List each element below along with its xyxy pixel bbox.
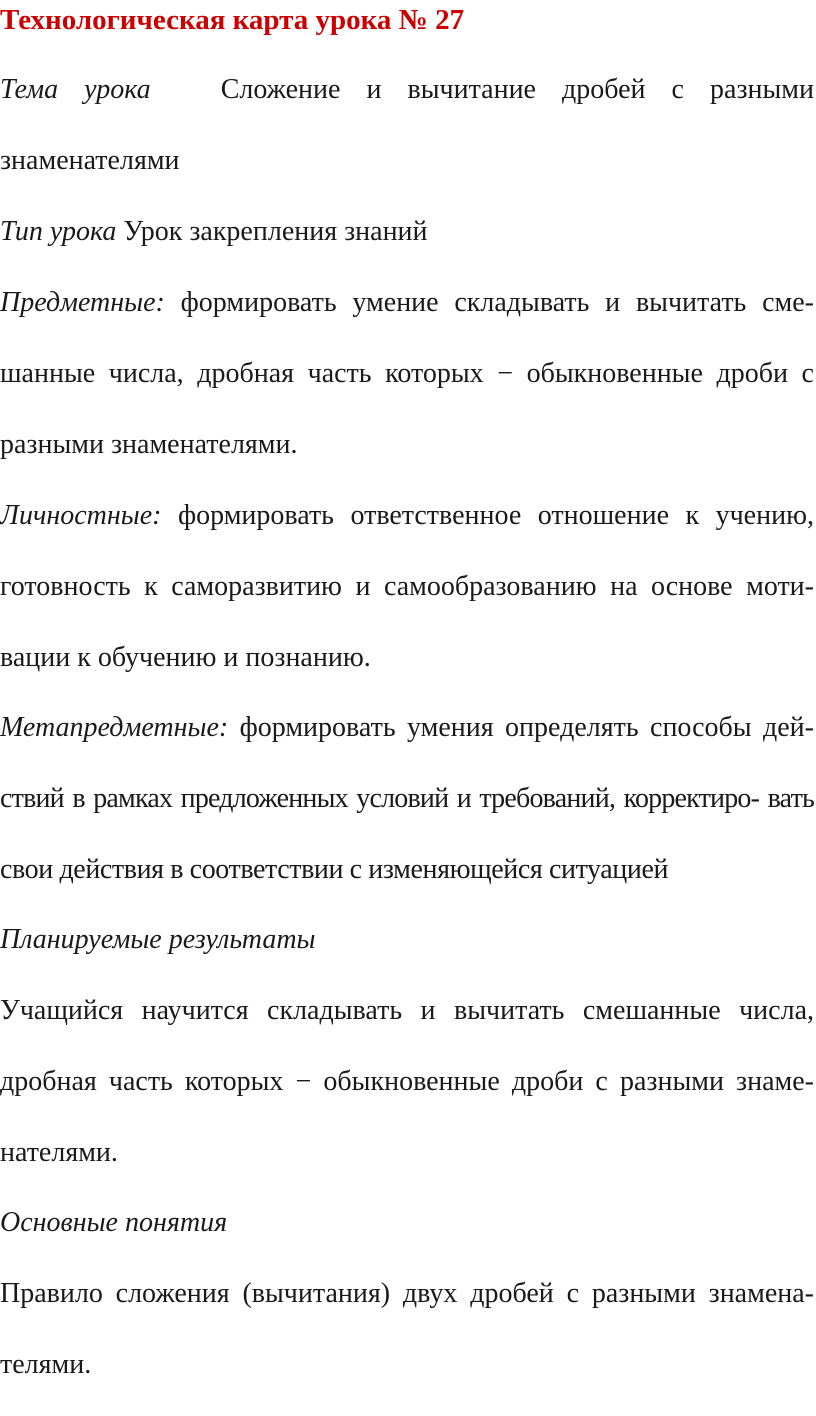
meta-line-1 [0,710,814,746]
lesson-type-line [0,214,814,250]
topic-line-2: знаменателями [0,145,180,176]
meta-label: Метапредметные: [0,712,229,743]
concepts-line-1: Правило сложения (вычитания) двух дробей с разными знамена- [0,1278,814,1309]
personal-line-3: вации к обучению и познанию. [0,642,371,673]
topic-label: Тема урока [0,74,151,105]
planned-line-2: дробная часть которых − обыкновенные дроби с разными знаме- [0,1066,814,1097]
subject-line-3: разными знаменателями. [0,429,298,460]
concepts-line-2: телями. [0,1349,92,1380]
lesson-type-label: Тип урока [0,216,117,247]
subject-text-1: формировать умение складывать и вычитать сме- [180,287,814,318]
subject-line-1 [0,285,814,321]
topic-text-1: Сложение и вычитание дробей с разными [220,74,814,105]
personal-line-1 [0,498,814,534]
subject-line-2: шанные числа, дробная часть которых − обыкновенные дроби с [0,358,814,389]
concepts-heading: Основные понятия [0,1207,228,1238]
topic-line-1 [0,72,814,108]
subject-label: Предметные: [0,287,165,318]
personal-text-1: формировать ответственное отношение к учению, [177,500,814,531]
planned-line-1: Учащийся научится складывать и вычитать смешанные числа, [0,995,814,1026]
meta-line-3: свои действия в соответствии с изменяющейся ситуацией [0,854,669,885]
personal-label: Личностные: [0,500,162,531]
meta-line-2: ствий в рамках предложенных условий и требований, корректиро- вать [0,783,814,814]
meta-text-1: формировать умения определять способы дей- [239,712,814,743]
planned-line-3: нателями. [0,1137,118,1168]
personal-line-2: готовность к саморазвитию и самообразованию на основе моти- [0,571,814,602]
lesson-type-value: Урок закрепления знаний [123,216,428,247]
planned-heading: Планируемые результаты [0,924,316,955]
page-title: Технологическая карта урока № 27 [0,4,465,36]
